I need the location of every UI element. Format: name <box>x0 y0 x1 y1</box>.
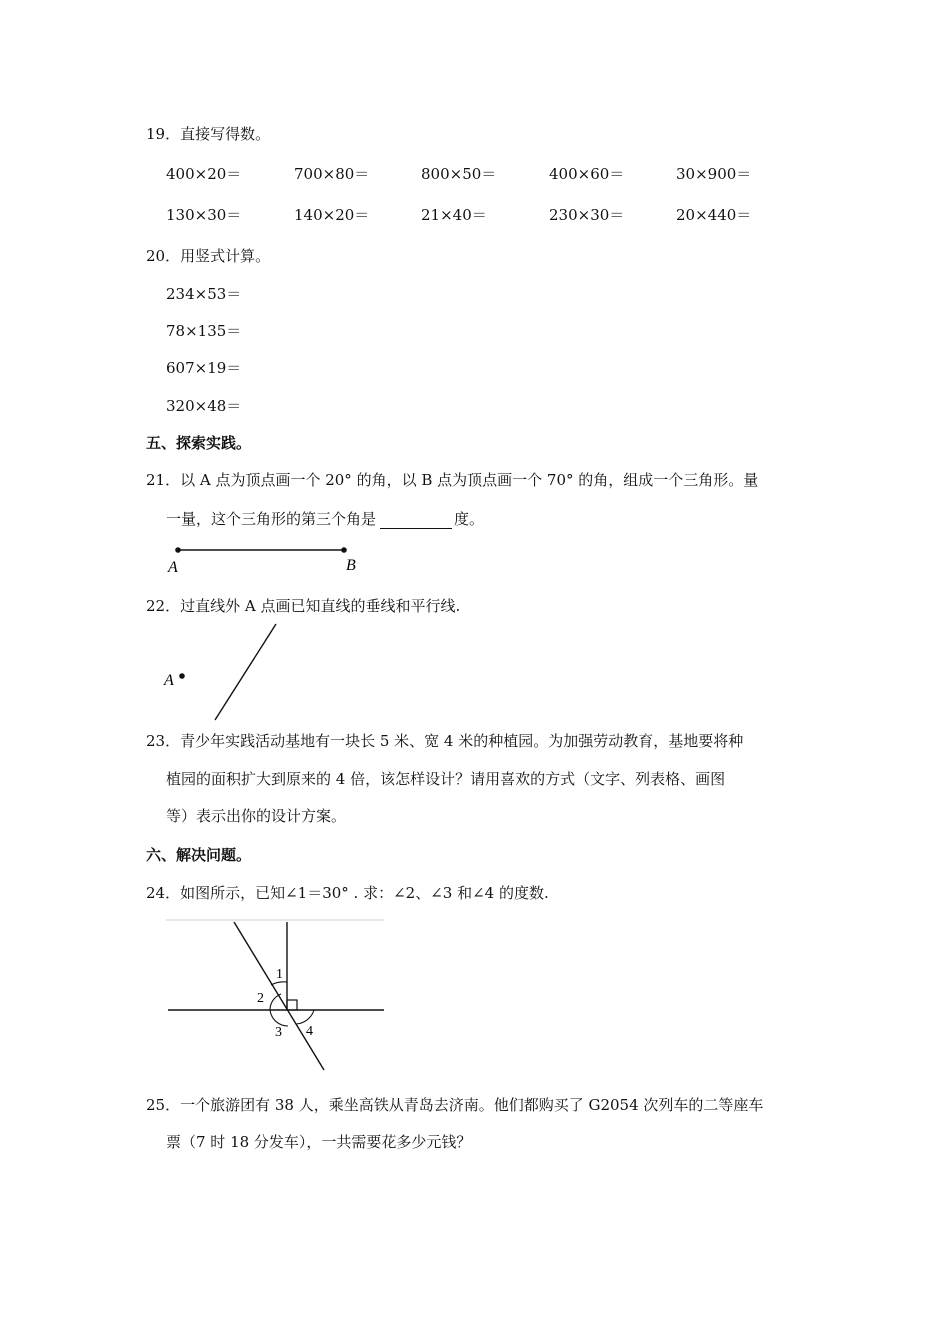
q23-text-line-2: 植园的面积扩大到原来的 4 倍，该怎样设计？请用喜欢的方式（文字、列表格、画图 <box>166 770 726 788</box>
section-heading: 六、解决问题。 <box>146 846 252 864</box>
q25-text-line-2: 票（7 时 18 分发车），一共需要花多少元钱？ <box>166 1133 472 1151</box>
q20-item: 607×19＝ <box>166 359 242 377</box>
q23-text-line-1: 23．青少年实践活动基地有一块长 5 米、宽 4 米的种植园。为加强劳动教育，基地要将种 <box>146 732 744 750</box>
q19-expression: 400×20＝ <box>166 165 242 183</box>
angle-4-arc <box>296 1010 314 1024</box>
q20-title: 20．用竖式计算。 <box>146 247 271 265</box>
q23-text-line-3: 等）表示出你的设计方案。 <box>166 807 347 825</box>
section-heading: 五、探索实践。 <box>146 434 252 452</box>
angle-1-arc <box>271 982 287 985</box>
slanted-line <box>234 922 324 1070</box>
q20-item: 320×48＝ <box>166 397 242 415</box>
q21-text-line-1: 21．以 A 点为顶点画一个 20° 的角，以 B 点为顶点画一个 70° 的角，组成一个三角形。量 <box>146 471 759 489</box>
q20-item: 78×135＝ <box>166 322 242 340</box>
q19-expression: 20×440＝ <box>676 206 752 224</box>
angle-3-arc <box>270 1010 288 1026</box>
angle-label-2: 2 <box>257 991 264 1006</box>
q19-expression: 800×50＝ <box>421 165 497 183</box>
angle-label-4: 4 <box>306 1024 313 1039</box>
q19-expression: 130×30＝ <box>166 206 242 224</box>
label-b: B <box>346 557 356 574</box>
q20-item: 234×53＝ <box>166 285 242 303</box>
q25-text-line-1: 25．一个旅游团有 38 人，乘坐高铁从青岛去济南。他们都购买了 G2054 次列车的二等座车 <box>146 1096 764 1114</box>
q21-text-after-blank: 度。 <box>454 510 485 528</box>
q21-text-before-blank: 一量，这个三角形的第三个角是 <box>166 510 377 528</box>
q19-expression: 21×40＝ <box>421 206 487 224</box>
q19-expression: 400×60＝ <box>549 165 625 183</box>
right-angle-mark <box>287 1000 297 1010</box>
angle-label-1: 1 <box>276 967 283 982</box>
q22-text: 22．过直线外 A 点画已知直线的垂线和平行线. <box>146 597 461 615</box>
label-a: A <box>164 672 174 689</box>
q19-expression: 140×20＝ <box>294 206 370 224</box>
angle-label-3: 3 <box>275 1025 282 1040</box>
q19-expression: 700×80＝ <box>294 165 370 183</box>
q19-expression: 230×30＝ <box>549 206 625 224</box>
q19-title: 19．直接写得数。 <box>146 125 271 143</box>
q24-text: 24．如图所示，已知∠1＝30° . 求：∠2、∠3 和∠4 的度数. <box>146 884 549 902</box>
label-a: A <box>168 559 178 576</box>
q19-expression: 30×900＝ <box>676 165 752 183</box>
